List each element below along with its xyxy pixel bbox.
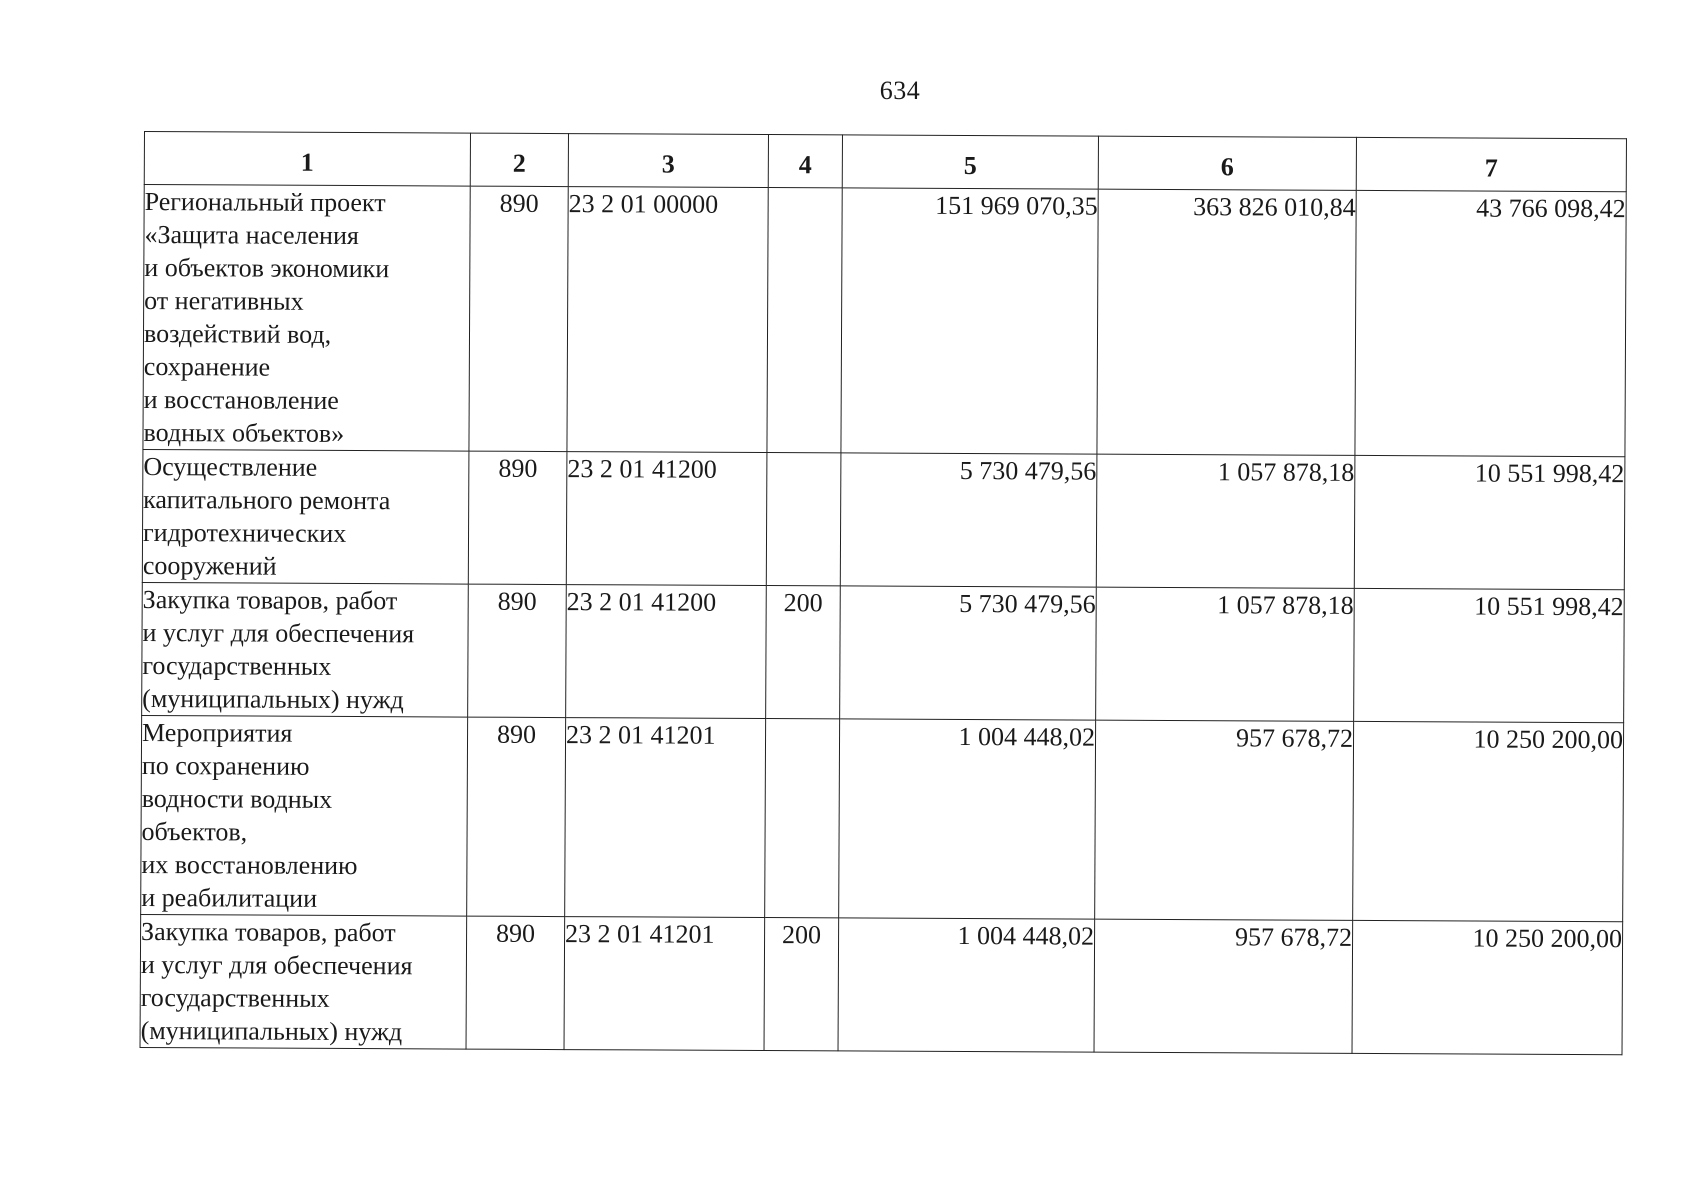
row-amount-6: 957 678,72 <box>1094 919 1353 1053</box>
row-name: Закупка товаров, работ и услуг для обеспечения государственных (муниципальных) нужд <box>140 914 467 1049</box>
row-name: Осуществление капитального ремонта гидротехнических сооружений <box>142 449 469 584</box>
table-row <box>141 715 1624 921</box>
row-expense-type: 200 <box>764 918 839 1051</box>
header-row <box>144 132 1626 192</box>
budget-table-container <box>140 131 1626 1055</box>
table-row <box>140 914 1623 1054</box>
header-cell-7: 7 <box>1356 137 1626 191</box>
row-name: Региональный проект «Защита населения и объектов экономики от негативных воздействий вод, сохранение и восстановление водных объектов» <box>143 185 470 452</box>
header-cell-6: 6 <box>1098 136 1356 190</box>
header-cell-5: 5 <box>842 135 1098 189</box>
row-amount-5: 1 004 448,02 <box>838 918 1095 1052</box>
table-row <box>143 185 1626 457</box>
row-expense-type: 200 <box>766 586 841 719</box>
row-expense-type <box>765 719 840 918</box>
row-name: Мероприятия по сохранению водности водных объектов, их восстановлению и реабилитации <box>141 715 468 916</box>
row-amount-6: 1 057 878,18 <box>1096 454 1355 588</box>
table-row <box>142 582 1625 722</box>
row-classification-code: 23 2 01 41200 <box>566 452 767 586</box>
header-cell-4: 4 <box>768 135 842 188</box>
row-classification-code: 23 2 01 41201 <box>564 917 765 1051</box>
budget-table <box>140 131 1627 1055</box>
row-org-code: 890 <box>467 717 566 916</box>
header-cell-2: 2 <box>470 133 568 186</box>
row-amount-5: 5 730 479,56 <box>840 453 1097 587</box>
row-amount-7: 10 551 998,42 <box>1354 588 1625 722</box>
row-amount-7: 10 250 200,00 <box>1352 920 1623 1054</box>
table-row <box>142 449 1625 589</box>
row-amount-7: 10 250 200,00 <box>1353 721 1624 921</box>
row-org-code: 890 <box>466 916 565 1049</box>
header-cell-3: 3 <box>568 134 768 188</box>
row-expense-type <box>766 453 841 586</box>
row-amount-5: 1 004 448,02 <box>839 719 1096 919</box>
row-amount-6: 1 057 878,18 <box>1096 587 1355 721</box>
row-classification-code: 23 2 01 41200 <box>566 585 767 719</box>
row-amount-6: 957 678,72 <box>1095 720 1354 920</box>
page-number: 634 <box>879 76 921 105</box>
row-amount-7: 10 551 998,42 <box>1354 455 1625 589</box>
row-org-code: 890 <box>468 584 567 717</box>
row-amount-5: 151 969 070,35 <box>841 188 1098 454</box>
row-amount-5: 5 730 479,56 <box>840 586 1097 720</box>
row-amount-7: 43 766 098,42 <box>1355 190 1626 456</box>
row-classification-code: 23 2 01 41201 <box>565 718 766 918</box>
header-cell-1: 1 <box>144 132 470 187</box>
row-org-code: 890 <box>469 186 568 451</box>
row-expense-type <box>767 188 842 453</box>
row-name: Закупка товаров, работ и услуг для обеспечения государственных (муниципальных) нужд <box>142 582 469 717</box>
row-amount-6: 363 826 010,84 <box>1097 189 1356 455</box>
row-classification-code: 23 2 01 00000 <box>567 187 768 453</box>
row-org-code: 890 <box>468 451 567 584</box>
